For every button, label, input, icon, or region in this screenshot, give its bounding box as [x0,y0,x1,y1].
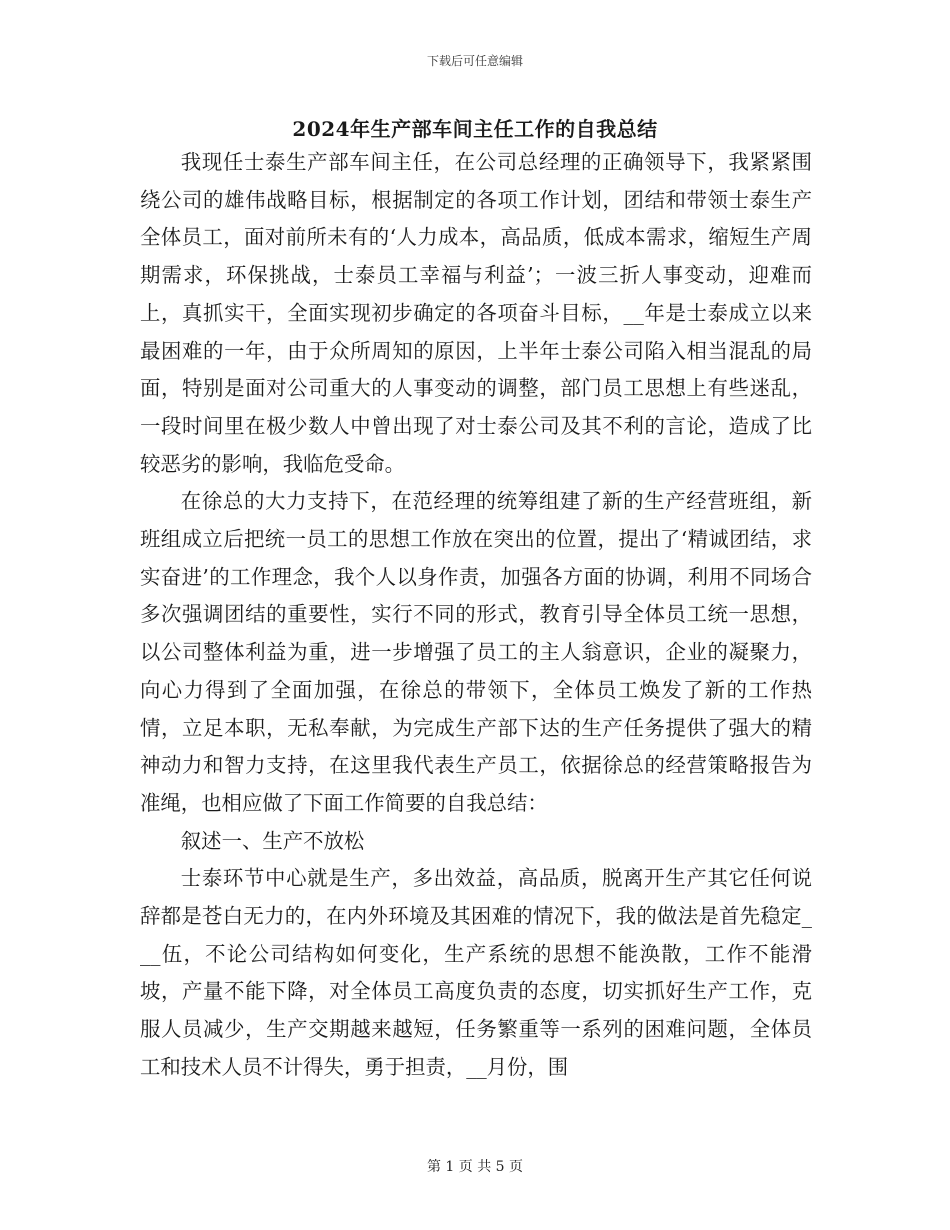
paragraph-team-building: 在徐总的大力支持下，在范经理的统筹组建了新的生产经营班组，新班组成立后把统一员工的思想工作放在突出的位置，提出了‘精诚团结，求实奋进’的工作理念，我个人以身作责，加强各方面的协调，利用不同场合多次强调团结的重要性，实行不同的形式，教育引导全体员工统一思想，以公司整体利益为重，进一步增强了员工的主人翁意识，企业的凝聚力，向心力得到了全面加强，在徐总的带领下，全体员工焕发了新的工作热情，立足本职，无私奉献，为完成生产部下达的生产任务提供了强大的精神动力和智力支持，在这里我代表生产员工，依据徐总的经营策略报告为准绳，也相应做了下面工作简要的自我总结： [140,489,812,815]
section-heading-production: 叙述一、生产不放松 [180,828,365,853]
document-body [140,144,812,1087]
document-title: 2024年生产部车间主任工作的自我总结 [292,117,658,141]
paragraph-intro: 我现任士泰生产部车间主任，在公司总经理的正确领导下，我紧紧围绕公司的雄伟战略目标，根据制定的各项工作计划，团结和带领士泰生产全体员工，面对前所未有的‘人力成本，高品质，低成本需求，缩短生产周期需求，环保挑战，士泰员工幸福与利益’；一波三折人事变动，迎难而上，真抓实干，全面实现初步确定的各项奋斗目标，__年是士泰成立以来最困难的一年，由于众所周知的原因，上半年士泰公司陷入相当混乱的局面，特别是面对公司重大的人事变动的调整，部门员工思想上有些迷乱，一段时间里在极少数人中曾出现了对士泰公司及其不利的言论，造成了比较恶劣的影响，我临危受命。 [140,150,812,476]
paragraph-production: 士泰环节中心就是生产，多出效益，高品质，脱离开生产其它任何说辞都是苍白无力的，在内外环境及其困难的情况下，我的做法是首先稳定___伍，不论公司结构如何变化，生产系统的思想不能涣散，工作不能滑坡，产量不能下降，对全体员工高度负责的态度，切实抓好生产工作，克服人员减少，生产交期越来越短，任务繁重等一系列的困难问题，全体员工和技术人员不计得失，勇于担责，__月份，围 [140,866,812,1079]
page-header-note: 下载后可任意编辑 [426,54,523,68]
page-number-footer: 第 1 页 共 5 页 [426,1159,524,1175]
